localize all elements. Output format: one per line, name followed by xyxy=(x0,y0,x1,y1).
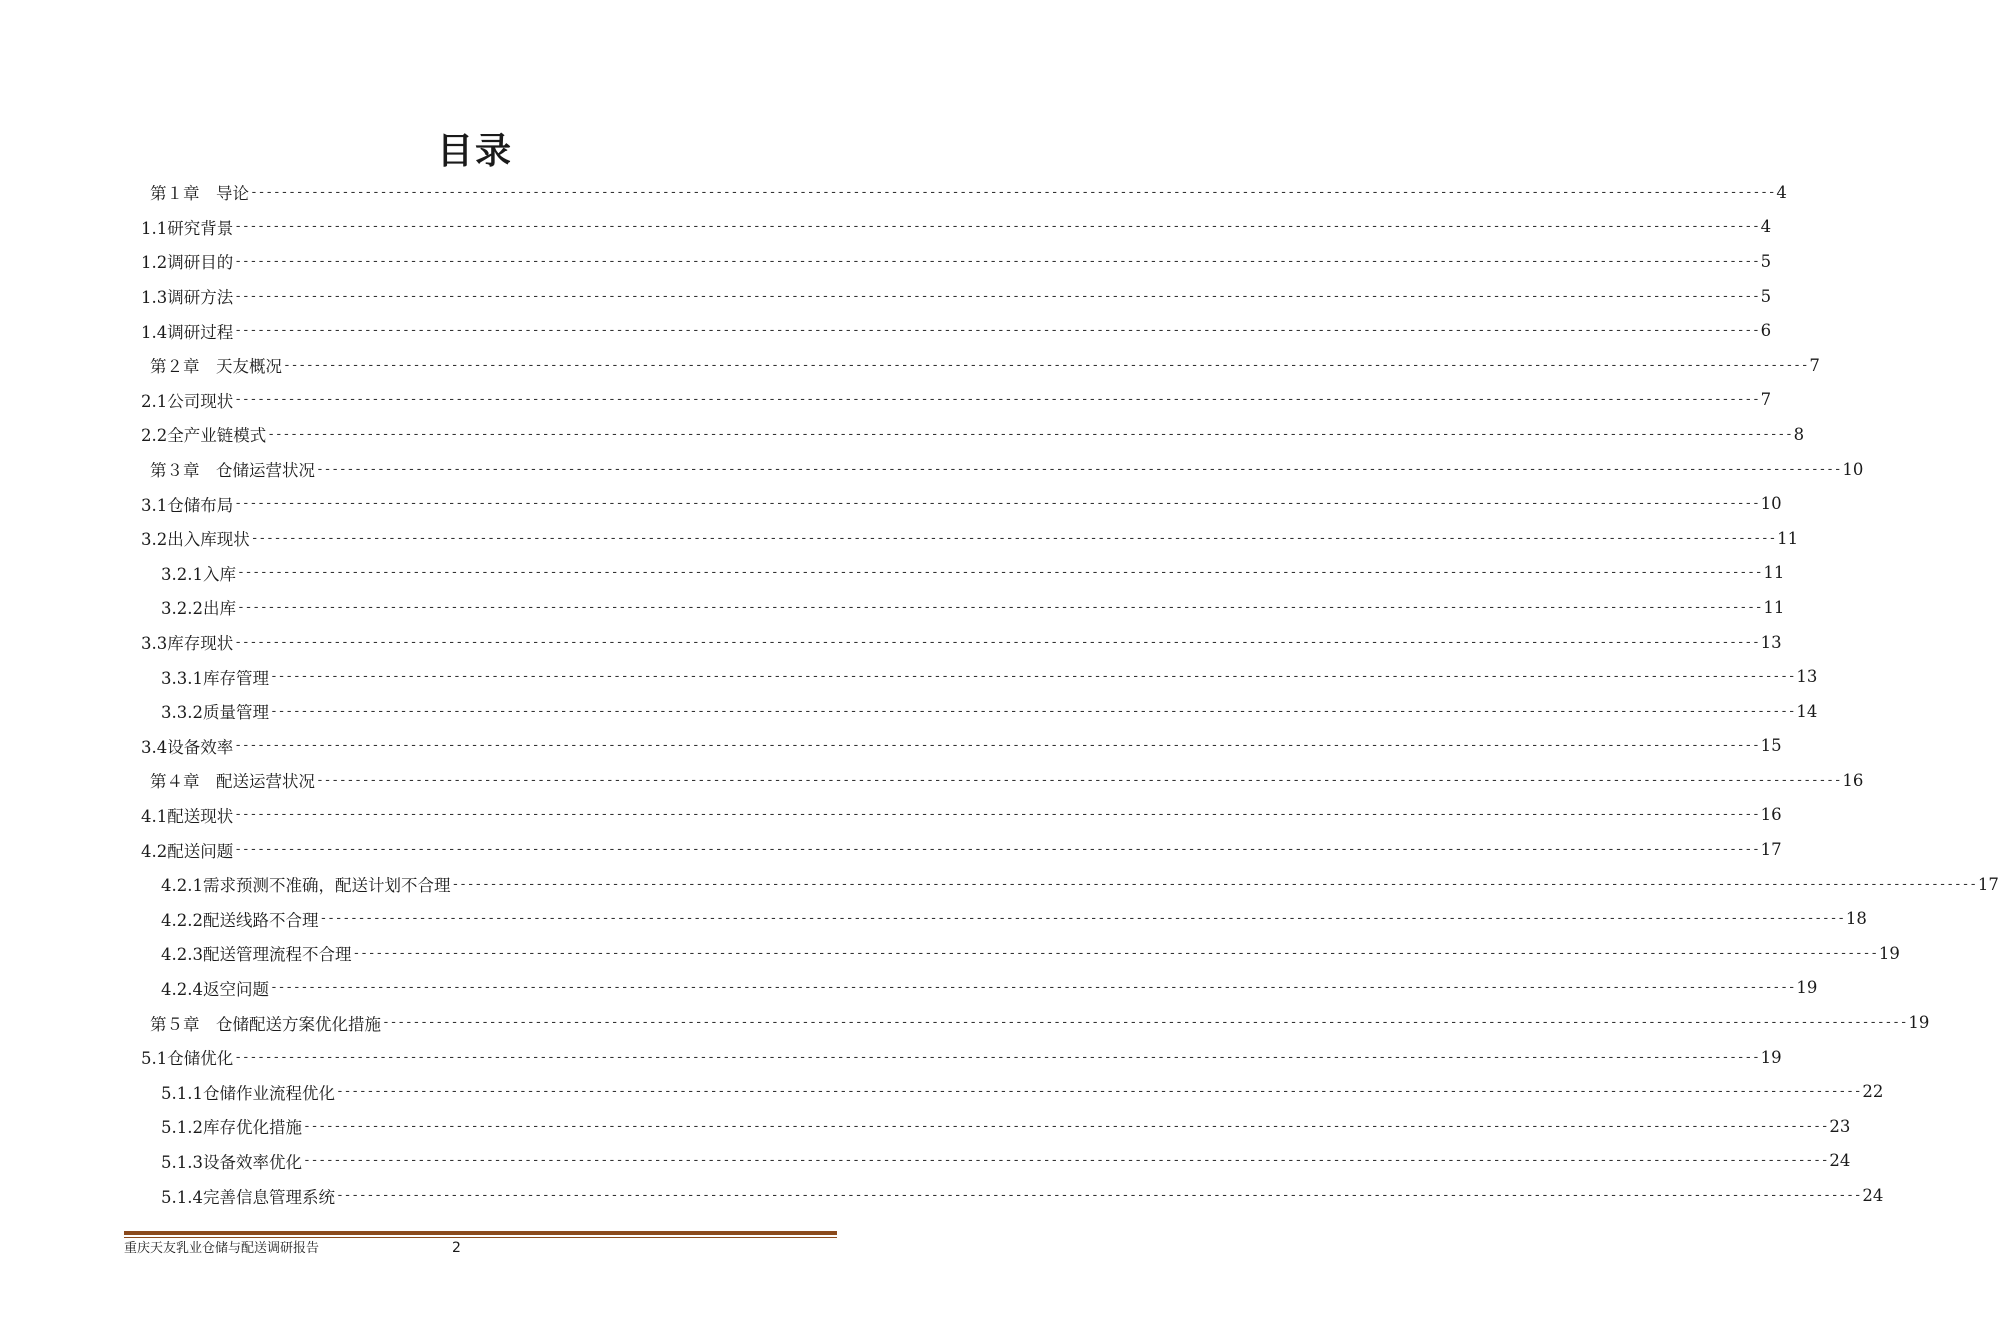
toc-dot-leader: -------------------------------------------------------------------------------------------------------------------------------------------------------------------------------------------------------- xyxy=(283,357,1809,373)
toc-entry[interactable] xyxy=(150,452,1864,487)
toc-dot-leader: -------------------------------------------------------------------------------------------------------------------------------------------------------------------------------------------------------- xyxy=(234,738,1760,754)
toc-entry[interactable] xyxy=(161,936,1900,971)
toc-entry-label: 2.2全产业链模式 xyxy=(141,426,267,446)
toc-entry-label: 5.1.4完善信息管理系统 xyxy=(161,1187,335,1207)
toc-entry-label: 2.1公司现状 xyxy=(141,391,234,411)
toc-dot-leader: -------------------------------------------------------------------------------------------------------------------------------------------------------------------------------------------------------- xyxy=(250,184,1776,200)
page-title: 目录 xyxy=(436,131,513,172)
toc-entry-page: 15 xyxy=(1760,736,1782,756)
toc-dot-leader: -------------------------------------------------------------------------------------------------------------------------------------------------------------------------------------------------------- xyxy=(234,842,1760,858)
toc-entry-page: 11 xyxy=(1777,528,1799,548)
toc-entry[interactable] xyxy=(150,175,1787,210)
toc-entry-page: 5 xyxy=(1760,286,1772,306)
toc-entry[interactable] xyxy=(141,729,1782,764)
toc-entry-page: 17 xyxy=(1760,840,1782,860)
toc-dot-leader: -------------------------------------------------------------------------------------------------------------------------------------------------------------------------------------------------------- xyxy=(234,634,1760,650)
toc-entry-page: 7 xyxy=(1809,355,1820,375)
toc-entry-label: 1.3调研方法 xyxy=(141,288,234,308)
toc-entry-label: 5.1.3设备效率优化 xyxy=(161,1152,302,1172)
toc-entry[interactable] xyxy=(141,417,1805,452)
toc-dot-leader: -------------------------------------------------------------------------------------------------------------------------------------------------------------------------------------------------------- xyxy=(382,1015,1908,1031)
toc-entry-label: 1.4调研过程 xyxy=(141,322,234,342)
toc-entry[interactable] xyxy=(161,694,1818,729)
toc-entry-page: 14 xyxy=(1796,701,1818,721)
toc-dot-leader: -------------------------------------------------------------------------------------------------------------------------------------------------------------------------------------------------------- xyxy=(451,876,1977,892)
toc-dot-leader: -------------------------------------------------------------------------------------------------------------------------------------------------------------------------------------------------------- xyxy=(302,1118,1829,1134)
toc-entry[interactable] xyxy=(161,556,1785,591)
toc-entry[interactable] xyxy=(141,625,1782,660)
toc-entry-page: 19 xyxy=(1796,978,1818,998)
toc-dot-leader: -------------------------------------------------------------------------------------------------------------------------------------------------------------------------------------------------------- xyxy=(267,426,1793,442)
toc-entry-page: 7 xyxy=(1760,390,1772,410)
toc-entry-page: 8 xyxy=(1793,424,1805,444)
toc-entry-page: 16 xyxy=(1760,805,1782,825)
toc-entry-label: 1.1研究背景 xyxy=(141,218,234,238)
toc-entry-label: 3.3库存现状 xyxy=(141,634,234,654)
toc-entry-label: 4.2.3配送管理流程不合理 xyxy=(161,945,352,965)
toc-entry[interactable] xyxy=(141,244,1772,279)
toc-entry-label: 3.1仓储布局 xyxy=(141,495,234,515)
toc-entry-label: 3.3.1库存管理 xyxy=(161,668,269,688)
toc-entry-page: 17 xyxy=(1977,874,1999,894)
toc-entry[interactable] xyxy=(161,659,1818,694)
toc-entry-page: 19 xyxy=(1760,1047,1782,1067)
toc-entry-page: 11 xyxy=(1763,597,1785,617)
toc-entry[interactable] xyxy=(161,867,1999,902)
toc-dot-leader: -------------------------------------------------------------------------------------------------------------------------------------------------------------------------------------------------------- xyxy=(250,530,1777,546)
toc-entry-page: 19 xyxy=(1908,1013,1930,1033)
toc-entry[interactable] xyxy=(161,1178,1884,1213)
toc-entry[interactable] xyxy=(141,832,1782,867)
toc-dot-leader: -------------------------------------------------------------------------------------------------------------------------------------------------------------------------------------------------------- xyxy=(234,392,1760,408)
toc-dot-leader: -------------------------------------------------------------------------------------------------------------------------------------------------------------------------------------------------------- xyxy=(335,1188,1862,1204)
toc-dot-leader: -------------------------------------------------------------------------------------------------------------------------------------------------------------------------------------------------------- xyxy=(352,945,1878,961)
toc-entry-page: 24 xyxy=(1862,1186,1884,1206)
toc-dot-leader: -------------------------------------------------------------------------------------------------------------------------------------------------------------------------------------------------------- xyxy=(234,253,1760,269)
toc-entry-page: 4 xyxy=(1776,182,1787,202)
toc-entry[interactable] xyxy=(141,313,1772,348)
toc-entry-label: 第２章 天友概况 xyxy=(150,357,282,377)
toc-entry-label: 4.1配送现状 xyxy=(141,806,234,826)
toc-entry-page: 11 xyxy=(1763,563,1785,583)
toc-entry[interactable] xyxy=(141,521,1799,556)
toc-entry[interactable] xyxy=(141,383,1772,418)
footer-page-number: 2 xyxy=(452,1240,461,1256)
toc-entry[interactable] xyxy=(141,279,1772,314)
toc-entry[interactable] xyxy=(141,1040,1782,1075)
toc-entry-page: 24 xyxy=(1829,1151,1851,1171)
toc-dot-leader: -------------------------------------------------------------------------------------------------------------------------------------------------------------------------------------------------------- xyxy=(234,1049,1760,1065)
toc-dot-leader: -------------------------------------------------------------------------------------------------------------------------------------------------------------------------------------------------------- xyxy=(234,323,1760,339)
toc-dot-leader: -------------------------------------------------------------------------------------------------------------------------------------------------------------------------------------------------------- xyxy=(234,496,1760,512)
toc-entry-label: 3.2.2出库 xyxy=(161,599,236,619)
toc-entry-label: 5.1仓储优化 xyxy=(141,1049,234,1069)
toc-entry-page: 13 xyxy=(1796,667,1818,687)
toc-dot-leader: -------------------------------------------------------------------------------------------------------------------------------------------------------------------------------------------------------- xyxy=(316,461,1842,477)
toc-entry-label: 4.2.2配送线路不合理 xyxy=(161,910,319,930)
toc-entry[interactable] xyxy=(161,901,1867,936)
footer-rule xyxy=(124,1231,837,1239)
toc-entry-label: 5.1.1仓储作业流程优化 xyxy=(161,1083,335,1103)
toc-entry-label: 3.2.1入库 xyxy=(161,564,236,584)
toc-entry[interactable] xyxy=(161,590,1785,625)
toc-entry-page: 18 xyxy=(1845,909,1867,929)
toc-entry-label: 3.3.2质量管理 xyxy=(161,703,269,723)
toc-dot-leader: -------------------------------------------------------------------------------------------------------------------------------------------------------------------------------------------------------- xyxy=(335,1084,1862,1100)
toc-entry[interactable] xyxy=(141,798,1782,833)
toc-entry-label: 4.2配送问题 xyxy=(141,841,234,861)
toc-entry-page: 23 xyxy=(1829,1116,1851,1136)
toc-dot-leader: -------------------------------------------------------------------------------------------------------------------------------------------------------------------------------------------------------- xyxy=(316,772,1842,788)
toc-entry-label: 4.2.4返空问题 xyxy=(161,979,269,999)
toc-dot-leader: -------------------------------------------------------------------------------------------------------------------------------------------------------------------------------------------------------- xyxy=(269,980,1796,996)
toc-entry-page: 4 xyxy=(1760,217,1772,237)
toc-dot-leader: -------------------------------------------------------------------------------------------------------------------------------------------------------------------------------------------------------- xyxy=(234,807,1760,823)
toc-dot-leader: -------------------------------------------------------------------------------------------------------------------------------------------------------------------------------------------------------- xyxy=(236,565,1763,581)
toc-entry[interactable] xyxy=(161,1144,1851,1179)
footer-report-title: 重庆天友乳业仓储与配送调研报告 xyxy=(124,1241,320,1256)
toc-entry[interactable] xyxy=(150,763,1864,798)
toc-entry[interactable] xyxy=(141,486,1782,521)
toc-entry[interactable] xyxy=(150,1005,1930,1040)
toc-entry-label: 第５章 仓储配送方案优化措施 xyxy=(150,1014,381,1034)
toc-entry-page: 10 xyxy=(1842,459,1864,479)
toc-entry[interactable] xyxy=(141,210,1772,245)
toc-entry[interactable] xyxy=(161,1074,1884,1109)
toc-dot-leader: -------------------------------------------------------------------------------------------------------------------------------------------------------------------------------------------------------- xyxy=(236,599,1763,615)
toc-entry-page: 22 xyxy=(1862,1082,1884,1102)
toc-entry-page: 10 xyxy=(1760,494,1782,514)
toc-dot-leader: -------------------------------------------------------------------------------------------------------------------------------------------------------------------------------------------------------- xyxy=(234,219,1760,235)
toc-entry[interactable] xyxy=(150,348,1820,383)
toc-entry-label: 第３章 仓储运营状况 xyxy=(150,461,315,481)
toc-entry-page: 13 xyxy=(1760,632,1782,652)
table-of-contents xyxy=(0,175,1999,1213)
toc-entry-label: 1.2调研目的 xyxy=(141,253,234,273)
toc-entry-label: 4.2.1需求预测不准确，配送计划不合理 xyxy=(161,876,451,896)
toc-entry-label: 第１章 导论 xyxy=(150,184,249,204)
toc-entry[interactable] xyxy=(161,971,1818,1006)
toc-dot-leader: -------------------------------------------------------------------------------------------------------------------------------------------------------------------------------------------------------- xyxy=(234,288,1760,304)
toc-entry-label: 第４章 配送运营状况 xyxy=(150,772,315,792)
toc-entry[interactable] xyxy=(161,1109,1851,1144)
toc-entry-page: 6 xyxy=(1760,321,1772,341)
toc-dot-leader: -------------------------------------------------------------------------------------------------------------------------------------------------------------------------------------------------------- xyxy=(319,911,1845,927)
toc-entry-label: 3.4设备效率 xyxy=(141,737,234,757)
toc-dot-leader: -------------------------------------------------------------------------------------------------------------------------------------------------------------------------------------------------------- xyxy=(269,669,1796,685)
toc-entry-page: 19 xyxy=(1878,943,1900,963)
toc-dot-leader: -------------------------------------------------------------------------------------------------------------------------------------------------------------------------------------------------------- xyxy=(302,1153,1829,1169)
toc-entry-page: 16 xyxy=(1842,770,1864,790)
toc-entry-label: 3.2出入库现状 xyxy=(141,530,250,550)
toc-dot-leader: -------------------------------------------------------------------------------------------------------------------------------------------------------------------------------------------------------- xyxy=(269,703,1796,719)
toc-entry-page: 5 xyxy=(1760,251,1772,271)
toc-entry-label: 5.1.2库存优化措施 xyxy=(161,1118,302,1138)
